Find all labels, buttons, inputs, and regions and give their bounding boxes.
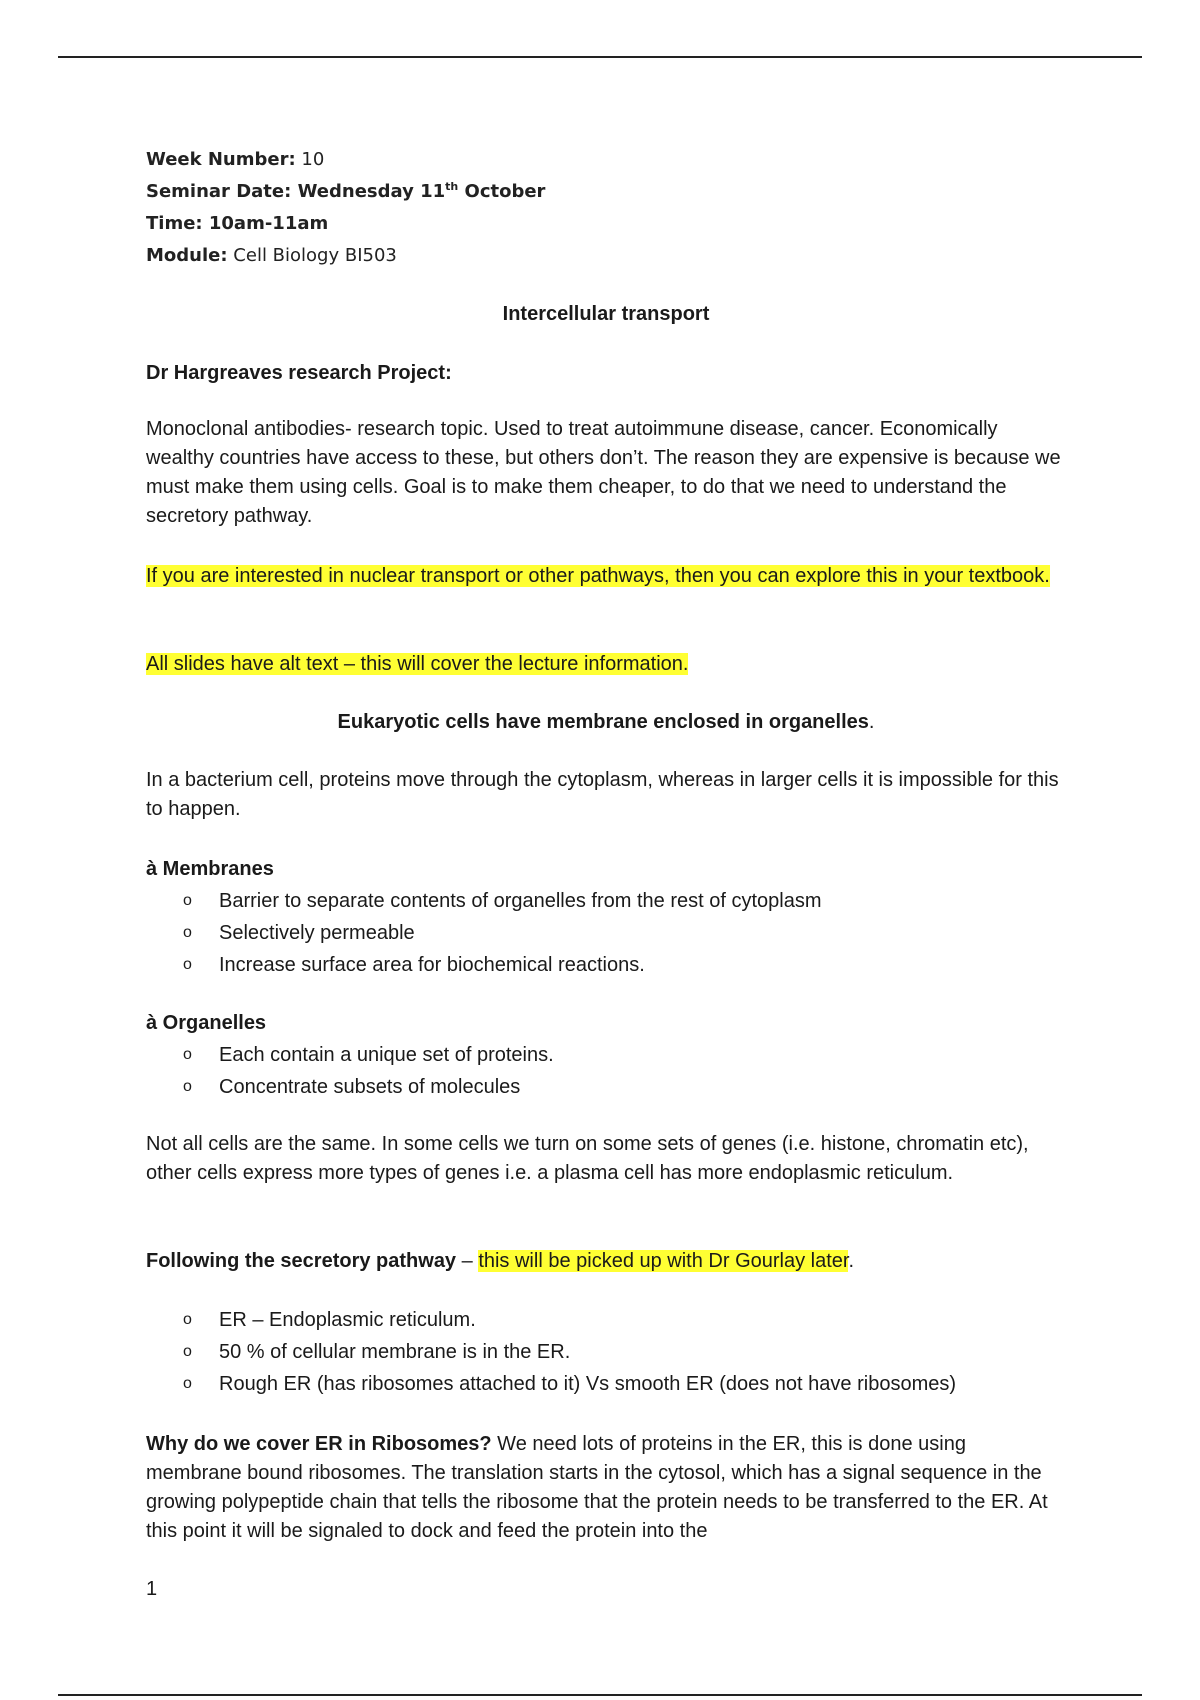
research-paragraph: Monoclonal antibodies- research topic. Used to treat autoimmune disease, cancer. Economically wealthy countries have access to these, but others don’t. The reason they are expensive is because we must make them using cells. Goal is to make them cheaper, to do that we need to understand the secretory pathway. bbox=[146, 418, 1061, 527]
list-item-text: Increase surface area for biochemical reactions. bbox=[219, 954, 645, 976]
cells-paragraph: Not all cells are the same. In some cells we turn on some sets of genes (i.e. histone, chromatin etc), other cells express more types of genes i.e. a plasma cell has more endoplasmic reticulum. bbox=[146, 1133, 1029, 1184]
footer-rule bbox=[58, 1694, 1142, 1696]
list-item-text: 50 % of cellular membrane is in the ER. bbox=[219, 1341, 571, 1363]
module-value: Cell Biology BI503 bbox=[233, 245, 397, 266]
list-item-text: Concentrate subsets of molecules bbox=[219, 1076, 521, 1098]
seminar-date-month: October bbox=[464, 181, 546, 202]
bullet-icon: o bbox=[183, 1375, 192, 1392]
seminar-date-sup: th bbox=[445, 180, 459, 193]
bullet-icon: o bbox=[183, 1046, 192, 1063]
organelles-list bbox=[146, 1039, 1066, 1103]
membranes-list bbox=[146, 885, 1066, 981]
why-paragraph-text: We need lots of proteins in the ER, this is done using membrane bound ribosomes. The translation starts in the cytosol, which has a signal sequence in the growing polypeptide chain that tells the ribosome that the protein needs to be transferred to the ER. At this point it will be signaled to dock and feed the protein into the bbox=[146, 1433, 1048, 1542]
module-label: Module: bbox=[146, 245, 228, 266]
membranes-section bbox=[146, 853, 1066, 981]
secretory-heading bbox=[146, 1247, 1066, 1276]
highlight-textbook-text: If you are interested in nuclear transport or other pathways, then you can explore this in your textbook. bbox=[146, 565, 1050, 587]
why-heading: Why do we cover ER in Ribosomes? bbox=[146, 1433, 492, 1455]
secretory-highlight: this will be picked up with Dr Gourlay later bbox=[478, 1250, 849, 1272]
list-item bbox=[146, 1336, 1066, 1368]
bullet-icon: o bbox=[183, 1343, 192, 1360]
list-item bbox=[146, 949, 1066, 981]
list-item bbox=[146, 1039, 1066, 1071]
secretory-heading-text: Following the secretory pathway bbox=[146, 1250, 457, 1272]
list-item-text: Selectively permeable bbox=[219, 922, 415, 944]
bullet-icon: o bbox=[183, 1311, 192, 1328]
research-heading: Dr Hargreaves research Project: bbox=[146, 362, 452, 384]
membranes-heading: à Membranes bbox=[146, 858, 274, 880]
secretory-heading-end: . bbox=[848, 1250, 855, 1272]
bullet-icon: o bbox=[183, 892, 192, 909]
list-item bbox=[146, 1071, 1066, 1103]
list-item bbox=[146, 1368, 1066, 1400]
seminar-date bbox=[146, 176, 545, 208]
seminar-metadata bbox=[146, 144, 545, 272]
document-title: Intercellular transport bbox=[502, 303, 710, 325]
week-number-label: Week Number: bbox=[146, 149, 296, 170]
secretory-list bbox=[146, 1304, 1066, 1400]
eukaryotic-heading-text: Eukaryotic cells have membrane enclosed in organelles bbox=[337, 711, 869, 733]
list-item bbox=[146, 885, 1066, 917]
bullet-icon: o bbox=[183, 1078, 192, 1095]
list-item-text: ER – Endoplasmic reticulum. bbox=[219, 1309, 476, 1331]
eukaryotic-heading-end: . bbox=[868, 711, 875, 733]
week-number bbox=[146, 144, 545, 176]
why-paragraph bbox=[146, 1430, 1066, 1546]
seminar-date-text: Seminar Date: Wednesday 11 bbox=[146, 181, 446, 202]
organelles-section bbox=[146, 1007, 1066, 1103]
seminar-time-text: Time: 10am-11am bbox=[146, 213, 329, 234]
list-item-text: Barrier to separate contents of organelles from the rest of cytoplasm bbox=[219, 890, 822, 912]
list-item bbox=[146, 917, 1066, 949]
bacterium-paragraph: In a bacterium cell, proteins move through the cytoplasm, whereas in larger cells it is impossible for this to happen. bbox=[146, 769, 1059, 820]
list-item-text: Each contain a unique set of proteins. bbox=[219, 1044, 554, 1066]
highlight-alt-text: All slides have alt text – this will cover the lecture information. bbox=[146, 653, 689, 675]
bullet-icon: o bbox=[183, 956, 192, 973]
header-rule bbox=[58, 56, 1142, 58]
week-number-value: 10 bbox=[301, 149, 325, 170]
bullet-icon: o bbox=[183, 924, 192, 941]
list-item bbox=[146, 1304, 1066, 1336]
organelles-heading: à Organelles bbox=[146, 1012, 267, 1034]
eukaryotic-heading bbox=[146, 708, 1066, 737]
seminar-time bbox=[146, 208, 545, 240]
highlight-note-alt-text bbox=[146, 650, 1066, 679]
secretory-section bbox=[146, 1304, 1066, 1400]
module bbox=[146, 240, 545, 272]
page-number: 1 bbox=[146, 1578, 158, 1600]
secretory-heading-dash: – bbox=[456, 1250, 479, 1272]
highlight-note-textbook bbox=[146, 562, 1066, 591]
list-item-text: Rough ER (has ribosomes attached to it) Vs smooth ER (does not have ribosomes) bbox=[219, 1373, 957, 1395]
